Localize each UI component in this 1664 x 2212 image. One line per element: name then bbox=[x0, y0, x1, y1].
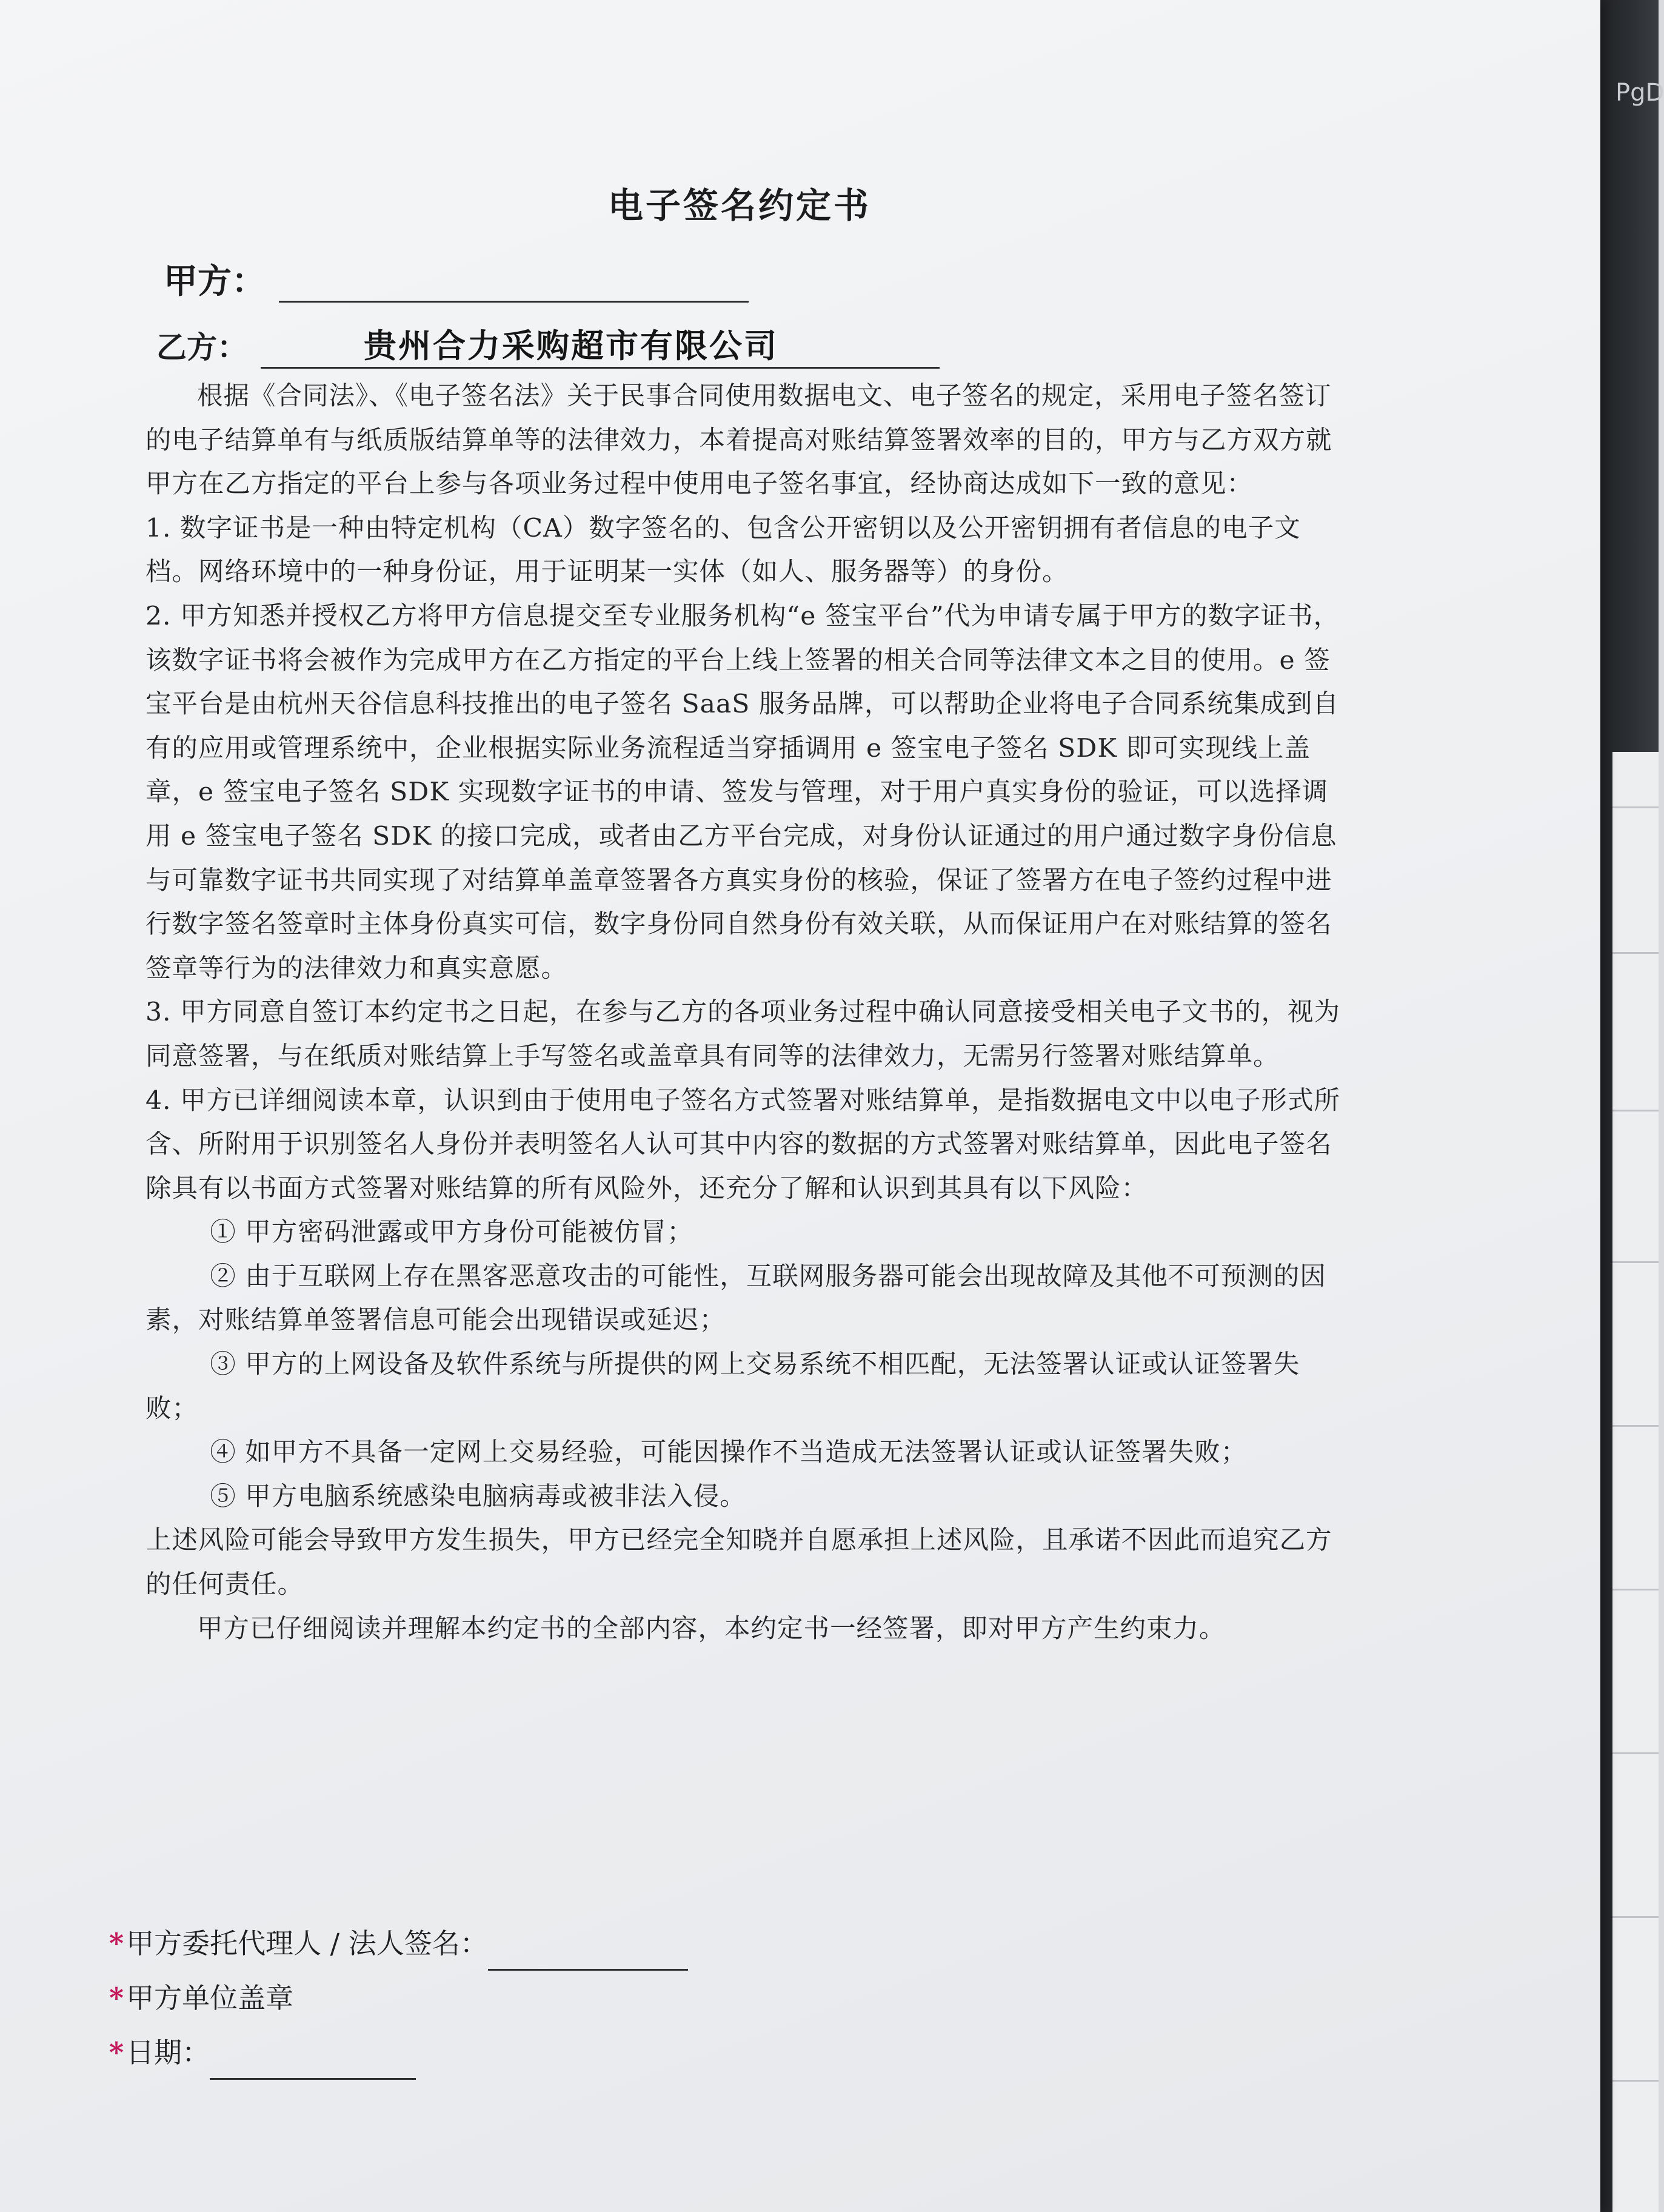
date-row bbox=[109, 2025, 688, 2080]
required-asterisk: * bbox=[109, 1927, 124, 1960]
risk-item-3: ③ 甲方的上网设备及软件系统与所提供的网上交易系统不相匹配，无法签署认证或认证签署失败； bbox=[145, 1350, 1300, 1424]
clause-3: 3. 甲方同意自签订本约定书之日起，在参与乙方的各项业务过程中确认同意接受相关电子文书的，视为同意签署，与在纸质对账结算上手写签名或盖章具有同等的法律效力，无需另行签署对账结算单。 bbox=[145, 997, 1341, 1071]
risk-item-4: ④ 如甲方不具备一定网上交易经验，可能因操作不当造成无法签署认证或认证签署失败； bbox=[210, 1438, 1248, 1468]
intro-paragraph: 根据《合同法》、《电子签名法》关于民事合同使用数据电文、电子签名的规定，采用电子签名签订的电子结算单有与纸质版结算单等的法律效力，本着提高对账结算签署效率的目的，甲方与乙方双方就甲方在乙方指定的平台上参与各项业务过程中使用电子签名事宜，经协商达成如下一致的意见： bbox=[145, 381, 1332, 500]
party-a-blank-line bbox=[279, 301, 749, 303]
clause-2: 2. 甲方知悉并授权乙方将甲方信息提交至专业服务机构“e 签宝平台”代为申请专属于甲方的数字证书，该数字证书将会被作为完成甲方在乙方指定的平台上线上签署的相关合同等法律文本之目的使用。e 签宝平台是由杭州天谷信息科技推出的电子签名 SaaS 服务品牌，可以帮助企业将电子合同系统集成到自有的应用或管理系统中，企业根据实际业务流程适当穿插调用 e 签宝电子签名 SDK 即可实现线上盖章，e 签宝电子签名 SDK 实现数字证书的申请、签发与管理，对于用户真实身份的验证，可以选择调用 e 签宝电子签名 SDK 的接口完成，或者由乙方平台完成，对身份认证通过的用户通过数字身份信息与可靠数字证书共同实现了对结算单盖章签署各方真实身份的核验，保证了签署方在电子签约过程中进行数字签名签章时主体身份真实可信，数字身份同自然身份有效关联，从而保证用户在对账结算的签名签章等行为的法律效力和真实意愿。 bbox=[145, 601, 1340, 984]
party-b-underline bbox=[261, 367, 940, 369]
clause-1: 1. 数字证书是一种由特定机构（CA）数字签名的、包含公开密钥以及公开密钥拥有者信息的电子文档。网络环境中的一种身份证，用于证明某一实体（如人、服务器等）的身份。 bbox=[145, 513, 1301, 588]
binding-statement: 甲方已仔细阅读并理解本约定书的全部内容，本约定书一经签署，即对甲方产生约束力。 bbox=[197, 1614, 1226, 1644]
background-screen-text: PgD bbox=[1616, 79, 1664, 107]
party-a-label: 甲方： bbox=[164, 261, 266, 301]
background-spreadsheet bbox=[1612, 752, 1659, 2212]
risk-item-1: ① 甲方密码泄露或甲方身份可能被仿冒； bbox=[210, 1218, 693, 1248]
party-b-label: 乙方： bbox=[156, 329, 247, 365]
risk-item-2: ② 由于互联网上存在黑客恶意攻击的可能性，互联网服务器可能会出现故障及其他不可预测的因素，对账结算单签署信息可能会出现错误或延迟； bbox=[145, 1261, 1326, 1336]
seal-label: 甲方单位盖章 bbox=[126, 1982, 294, 2014]
date-label: 日期： bbox=[126, 2036, 210, 2069]
risk-item-5: ⑤ 甲方电脑系统感染电脑病毒或被非法入侵。 bbox=[210, 1481, 746, 1512]
document-title: 电子签名约定书 bbox=[607, 185, 871, 226]
agent-signature-row bbox=[109, 1916, 688, 1971]
signature-block bbox=[109, 1916, 688, 2080]
risk-acknowledgement: 上述风险可能会导致甲方发生损失，甲方已经完全知晓并自愿承担上述风险，且承诺不因此而追究乙方的任何责任。 bbox=[145, 1526, 1332, 1600]
clause-4: 4. 甲方已详细阅读本章，认识到由于使用电子签名方式签署对账结算单，是指数据电文中以电子形式所含、所附用于识别签名人身份并表明签名人认可其中内容的数据的方式签署对账结算单，因此电子签名除具有以书面方式签署对账结算的所有风险外，还充分了解和认识到其具有以下风险： bbox=[145, 1085, 1341, 1204]
agreement-body bbox=[145, 375, 1352, 1651]
required-asterisk: * bbox=[109, 1982, 124, 2014]
agent-signature-label: 甲方委托代理人 / 法人签名： bbox=[126, 1927, 488, 1960]
required-asterisk: * bbox=[109, 2036, 124, 2069]
seal-row bbox=[109, 1971, 688, 2025]
agent-signature-field[interactable] bbox=[488, 1942, 688, 1971]
date-field[interactable] bbox=[210, 2051, 416, 2080]
party-b-name: 贵州合力采购超市有限公司 bbox=[364, 326, 778, 365]
